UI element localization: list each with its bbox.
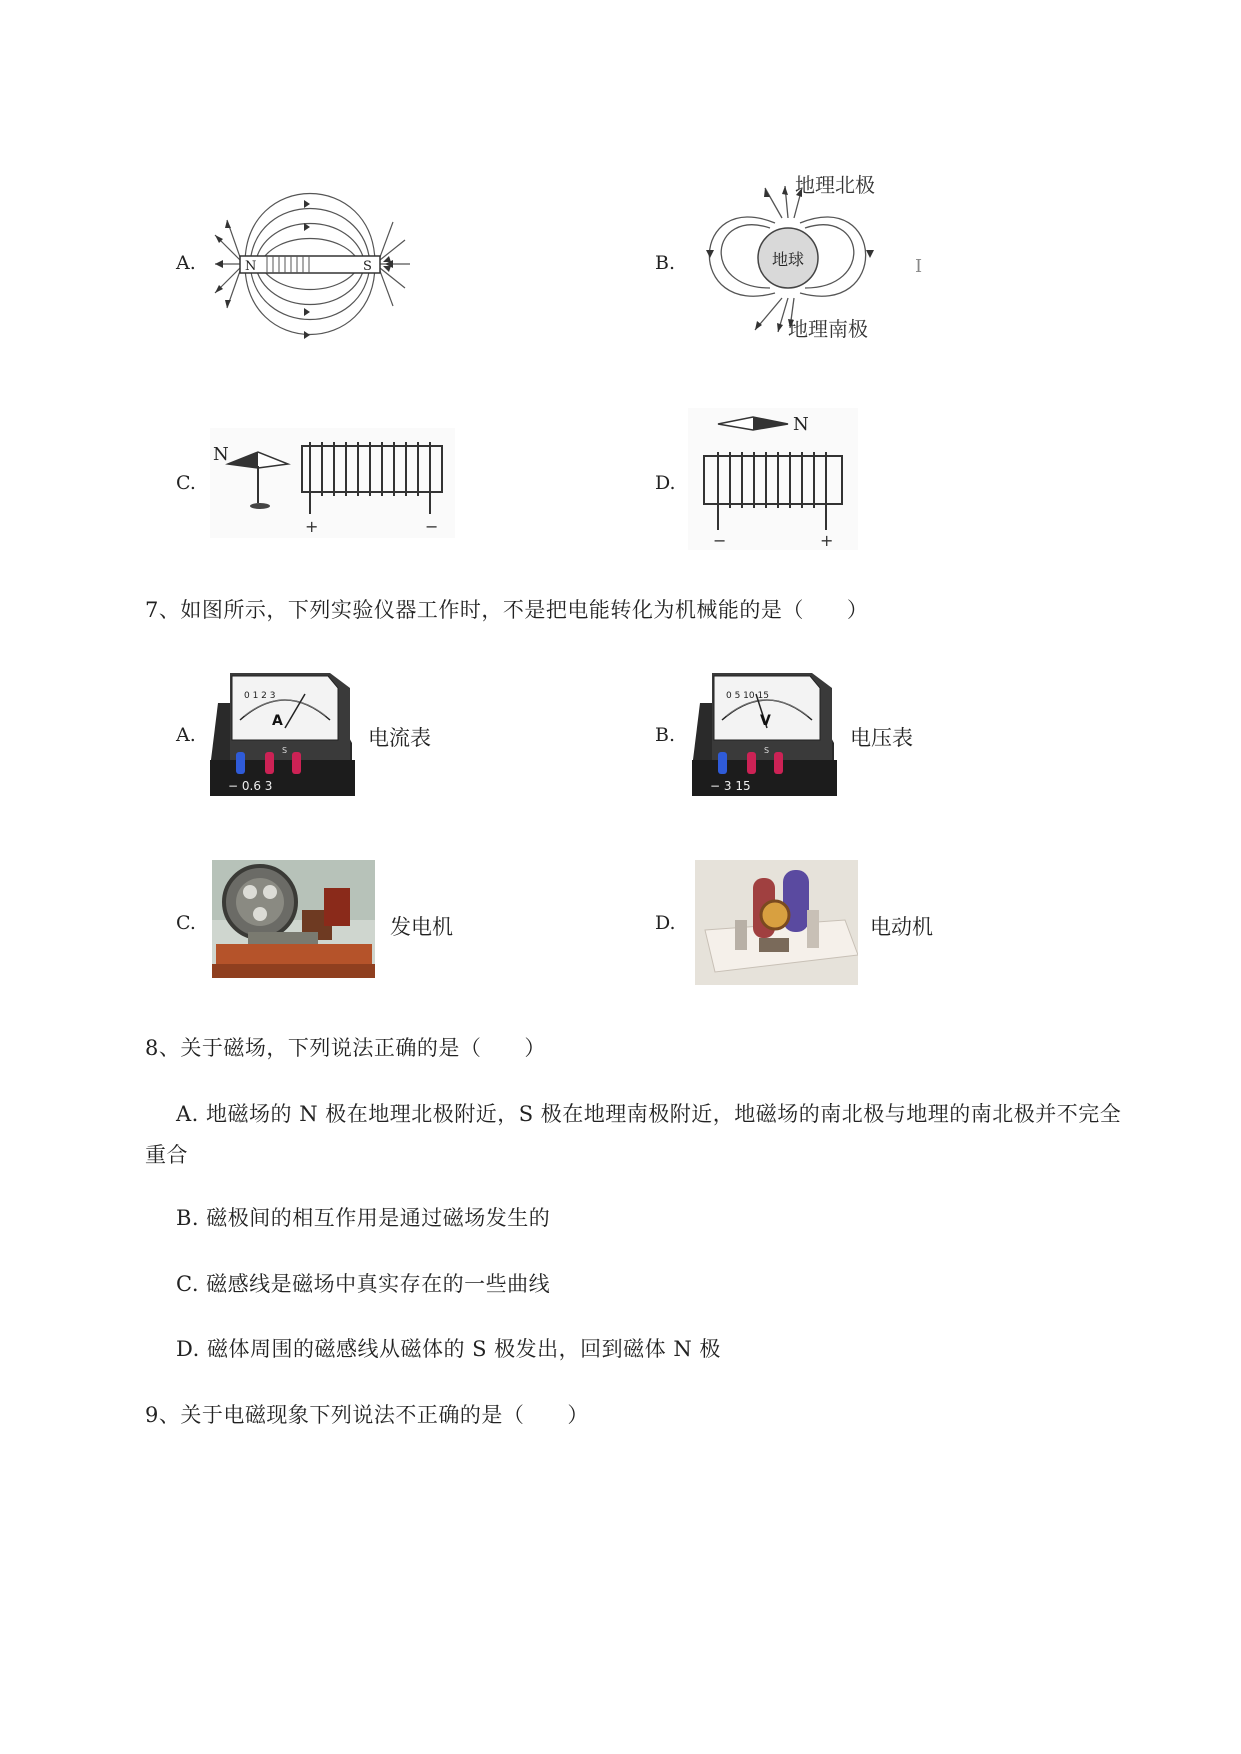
ammeter-scale-numbers: 0 1 2 3 [244,691,276,701]
q8-option-a-continued: 重合 [145,1143,188,1167]
edge-mark: I [915,256,923,277]
voltmeter-scale-numbers: 0 5 10 15 [726,691,769,701]
solenoid-compass-d-figure [688,408,858,550]
question-9-text: 9、关于电磁现象下列说法不正确的是（ ） [145,1403,589,1427]
motor-caption: 电动机 [870,915,933,939]
q8-option-a: A. 地磁场的 N 极在地理北极附近，S 极在地理南极附近，地磁场的南北极与地理的南北极并不完全 [176,1102,1122,1126]
c-plus: + [305,517,319,536]
q7-option-b-label: B. [655,724,676,746]
voltmeter-center-mark: S [764,746,770,755]
solenoid-compass-c-figure [210,428,455,538]
d-minus: − [713,531,727,550]
earth-label: 地球 [771,250,805,269]
voltmeter-caption: 电压表 [850,726,913,750]
q6-option-d-label: D. [655,472,676,494]
compass-n-label: N [213,444,229,465]
voltmeter-image [692,668,837,796]
ammeter-caption: 电流表 [368,726,431,750]
q7-option-a-label: A. [176,724,196,746]
generator-caption: 发电机 [390,915,453,939]
d-plus: + [820,531,834,550]
ammeter-image [210,668,355,796]
c-minus: − [425,517,439,536]
geo-north-label: 地理北极 [795,173,875,197]
generator-image [212,860,375,978]
voltmeter-letter: V [760,713,771,729]
geo-south-label: 地理南极 [788,317,868,341]
q8-option-d: D. 磁体周围的磁感线从磁体的 S 极发出，回到磁体 N 极 [176,1337,721,1361]
voltmeter-terminals: − 3 15 [710,779,751,793]
question-8-text: 8、关于磁场，下列说法正确的是（ ） [145,1036,546,1060]
ammeter-letter: A [272,713,283,729]
earth-magnetic-field-figure [690,168,930,348]
q8-option-c: C. 磁感线是磁场中真实存在的一些曲线 [176,1272,551,1296]
question-7-text: 7、如图所示，下列实验仪器工作时，不是把电能转化为机械能的是（ ） [145,598,869,622]
bar-magnet-field-figure [205,160,420,360]
q6-option-a-label: A. [176,252,196,274]
q6-option-c-label: C. [176,472,196,494]
ammeter-center-mark: S [282,746,288,755]
q7-option-c-label: C. [176,912,196,934]
q7-option-d-label: D. [655,912,676,934]
q8-option-b: B. 磁极间的相互作用是通过磁场发生的 [176,1206,551,1230]
motor-image [695,860,858,985]
q6-option-b-label: B. [655,252,676,274]
bar-magnet-n: N [245,259,257,274]
ammeter-terminals: − 0.6 3 [228,779,273,793]
bar-magnet-s: S [363,259,372,274]
d-needle-n: N [793,414,809,435]
